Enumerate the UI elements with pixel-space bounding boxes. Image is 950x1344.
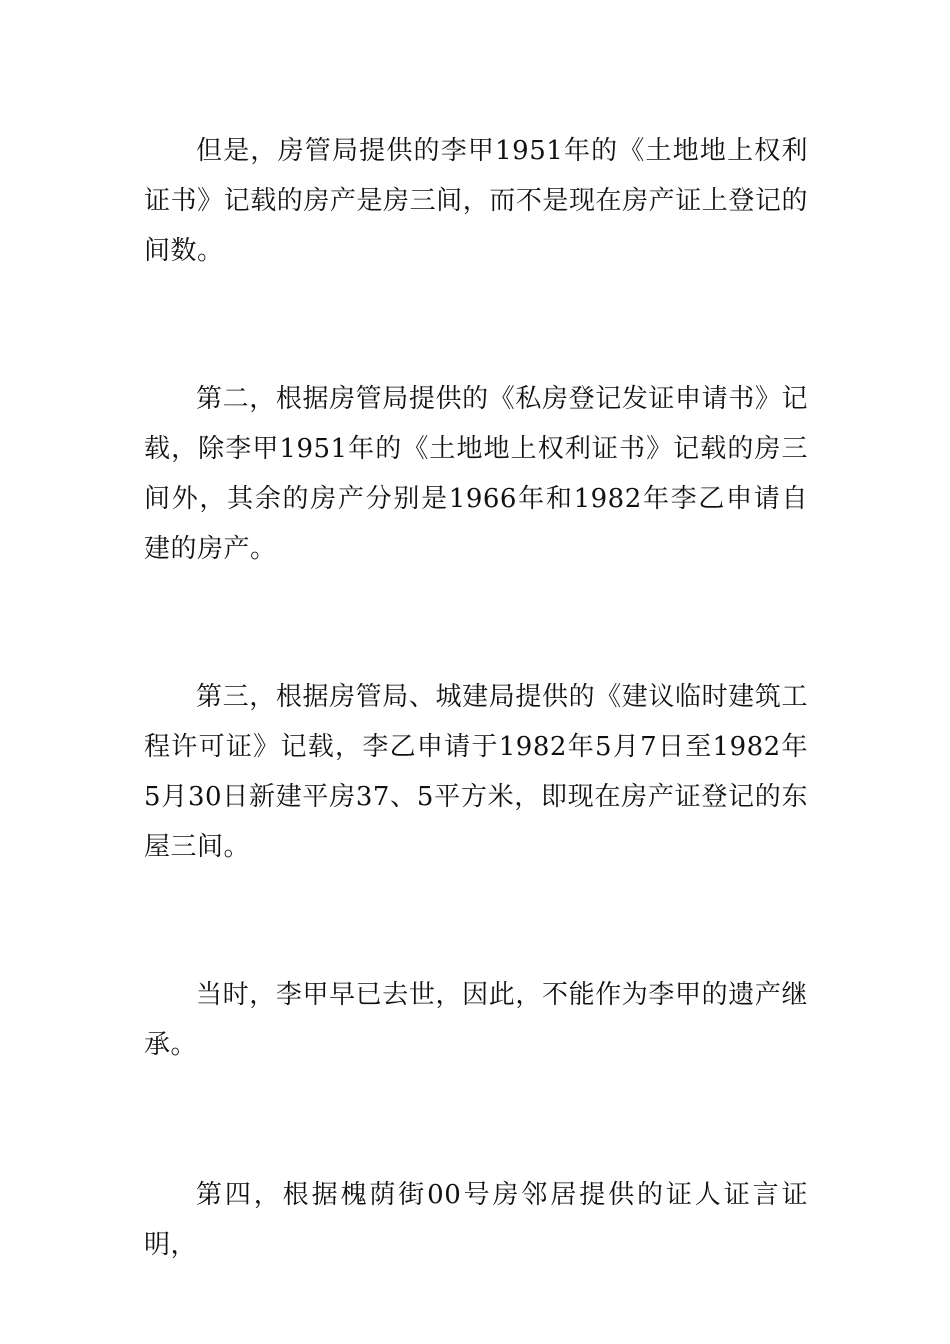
paragraph-2: 第二，根据房管局提供的《私房登记发证申请书》记载，除李甲1951年的《土地地上权利证书》记载的房三间外，其余的房产分别是1966年和1982年李乙申请自建的房产。 xyxy=(144,384,808,564)
paragraph-5: 第四，根据槐荫街00号房邻居提供的证人证言证明， xyxy=(144,1180,808,1260)
paragraph-4: 当时，李甲早已去世，因此，不能作为李甲的遗产继承。 xyxy=(144,980,808,1060)
paragraph-3: 第三，根据房管局、城建局提供的《建议临时建筑工程许可证》记载，李乙申请于1982年5月7日至1982年5月30日新建平房37、5平方米，即现在房产证登记的东屋三间。 xyxy=(144,682,808,862)
paragraph-1: 但是，房管局提供的李甲1951年的《土地地上权利证书》记载的房产是房三间，而不是现在房产证上登记的间数。 xyxy=(144,136,808,266)
